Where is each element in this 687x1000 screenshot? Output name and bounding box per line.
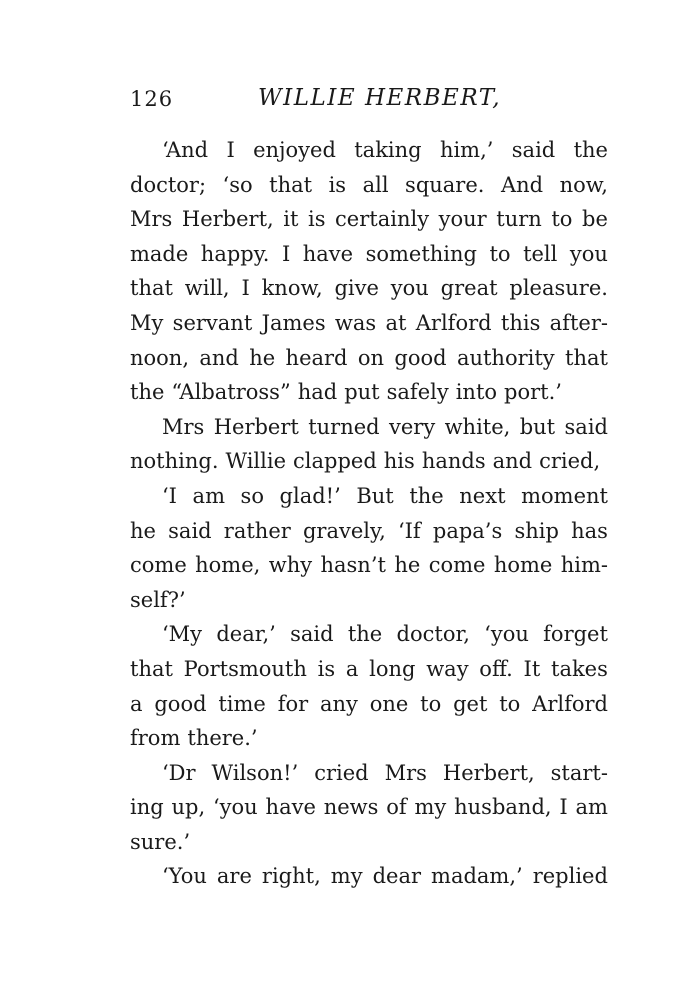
text-line: ‘My dear,’ said the doctor, ‘you forget bbox=[162, 622, 608, 647]
page-header bbox=[130, 83, 608, 117]
text-line: self?’ bbox=[130, 587, 186, 612]
text-line: ‘I am so glad!’ But the next moment bbox=[162, 483, 608, 508]
text-line: ‘Dr Wilson!’ cried Mrs Herbert, start- bbox=[162, 760, 608, 785]
text-line: Mrs Herbert turned very white, but said bbox=[162, 414, 608, 439]
text-line: from there.’ bbox=[130, 726, 258, 751]
text-line: nothing. Willie clapped his hands and cried, bbox=[130, 449, 601, 474]
body-text bbox=[130, 133, 608, 894]
text-line: ‘And I enjoyed taking him,’ said the bbox=[162, 138, 608, 162]
text-line: noon, and he heard on good authority that bbox=[130, 345, 608, 370]
running-title: WILLIE HERBERT, bbox=[258, 85, 501, 111]
text-line: sure.’ bbox=[130, 829, 191, 854]
text-line: doctor; ‘so that is all square. And now, bbox=[130, 172, 608, 197]
text-line: that will, I know, give you great pleasure. bbox=[130, 276, 608, 301]
text-line: Mrs Herbert, it is certainly your turn to be bbox=[130, 207, 608, 232]
text-line: come home, why hasn’t he come home him- bbox=[130, 553, 608, 578]
text-line: ‘You are right, my dear madam,’ replied bbox=[162, 864, 608, 889]
page-number: 126 bbox=[130, 87, 174, 111]
text-line: ing up, ‘you have news of my husband, I am bbox=[130, 795, 608, 820]
text-line: a good time for any one to get to Arlford bbox=[130, 691, 608, 716]
text-line: My servant James was at Arlford this after- bbox=[130, 310, 608, 335]
text-line: made happy. I have something to tell you bbox=[130, 241, 608, 266]
text-line: the “Albatross” had put safely into port.’ bbox=[130, 380, 562, 405]
text-line: he said rather gravely, ‘If papa’s ship has bbox=[130, 518, 608, 543]
text-line: that Portsmouth is a long way off. It takes bbox=[130, 656, 608, 681]
